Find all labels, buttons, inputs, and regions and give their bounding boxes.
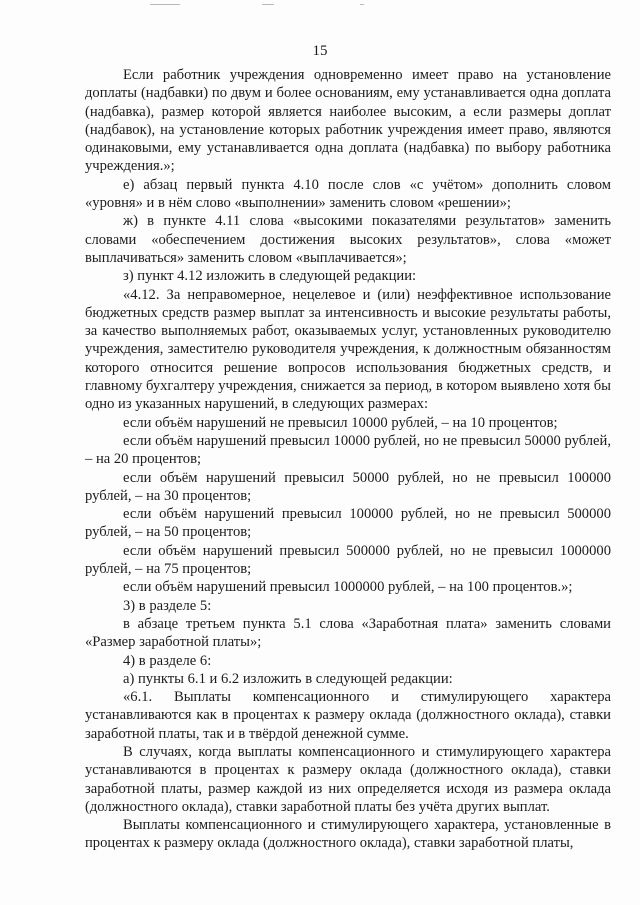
paragraph: если объём нарушений не превысил 10000 рублей, – на 10 процентов; [123,414,558,431]
paragraph: ж) в пункте 4.11 слова «высокими показателями результатов» заменить словами «обеспечением достижения высоких результатов», слова «может выплачиваться» заменить словом «выплачивается»; [85,213,611,266]
scan-artifact [360,4,364,5]
paragraph: 3) в разделе 5: [123,597,212,614]
paragraph: в абзаце третьем пункта 5.1 слова «Заработная плата» заменить словами «Размер заработной платы»; [85,615,611,651]
paragraph: если объём нарушений превысил 1000000 рублей, – на 100 процентов.»; [123,579,573,596]
paragraph: «6.1. Выплаты компенсационного и стимулирующего характера устанавливаются как в процентах к размеру оклада (должностного оклада), ставки заработной платы, так и в твёрдой денежной сумме. [85,689,611,742]
scan-artifact [150,4,180,5]
paragraph: если объём нарушений превысил 10000 рублей, но не превысил 50000 рублей, – на 20 процентов; [85,432,611,468]
paragraph: если объём нарушений превысил 50000 рублей, но не превысил 100000 рублей, – на 30 процентов; [85,469,611,504]
paragraph: если объём нарушений превысил 500000 рублей, но не превысил 1000000 рублей, – на 75 процентов; [85,542,611,578]
paragraph: Если работник учреждения одновременно имеет право на установление доплаты (надбавки) по двум и более основаниям, ему устанавливается одна доплата (надбавка), размер которой является наиболее высоким, а если размеры доплат (надбавок), на установление которых работник учреждения имеет право, являются одинаковыми, ему устанавливается одна доплата (надбавка) по выбору работника учреждения.»; [85,67,611,175]
paragraph: «4.12. За неправомерное, нецелевое и (или) неэффективное использование бюджетных средств размер выплат за интенсивность и высокие результаты работы, за качество выполняемых работ, оказываемых услуг, установленных руководителю учреждения, заместителю руководителя учреждения, к должностным обязанностям которого относится решение вопросов использования бюджетных средств, и главному бухгалтеру учреждения, снижается за период, в котором выявлено хотя бы одно из указанных нарушений, в следующих размерах: [85,286,611,413]
paragraph: з) пункт 4.12 изложить в следующей редакции: [123,268,417,285]
paragraph: е) абзац первый пункта 4.10 после слов «с учётом» дополнить словом «уровня» и в нём слово «выполнении» заменить словом «решении»; [85,176,611,212]
document-body [85,66,611,853]
scan-artifact [262,4,274,5]
paragraph: Выплаты компенсационного и стимулирующего характера, установленные в процентах к размеру оклада (должностного оклада), ставки заработной платы, [85,817,611,852]
paragraph: если объём нарушений превысил 100000 рублей, но не превысил 500000 рублей, – на 50 процентов; [85,506,611,541]
paragraph: а) пункты 6.1 и 6.2 изложить в следующей редакции: [123,670,453,687]
paragraph: В случаях, когда выплаты компенсационного и стимулирующего характера устанавливаются в процентах к размеру оклада (должностного оклада), ставки заработной платы, размер каждой из них определяется исходя из размера оклада (должностного оклада), ставки заработной платы без учёта других выплат. [85,743,611,815]
page-number: 15 [312,43,328,59]
paragraph: 4) в разделе 6: [123,652,212,669]
